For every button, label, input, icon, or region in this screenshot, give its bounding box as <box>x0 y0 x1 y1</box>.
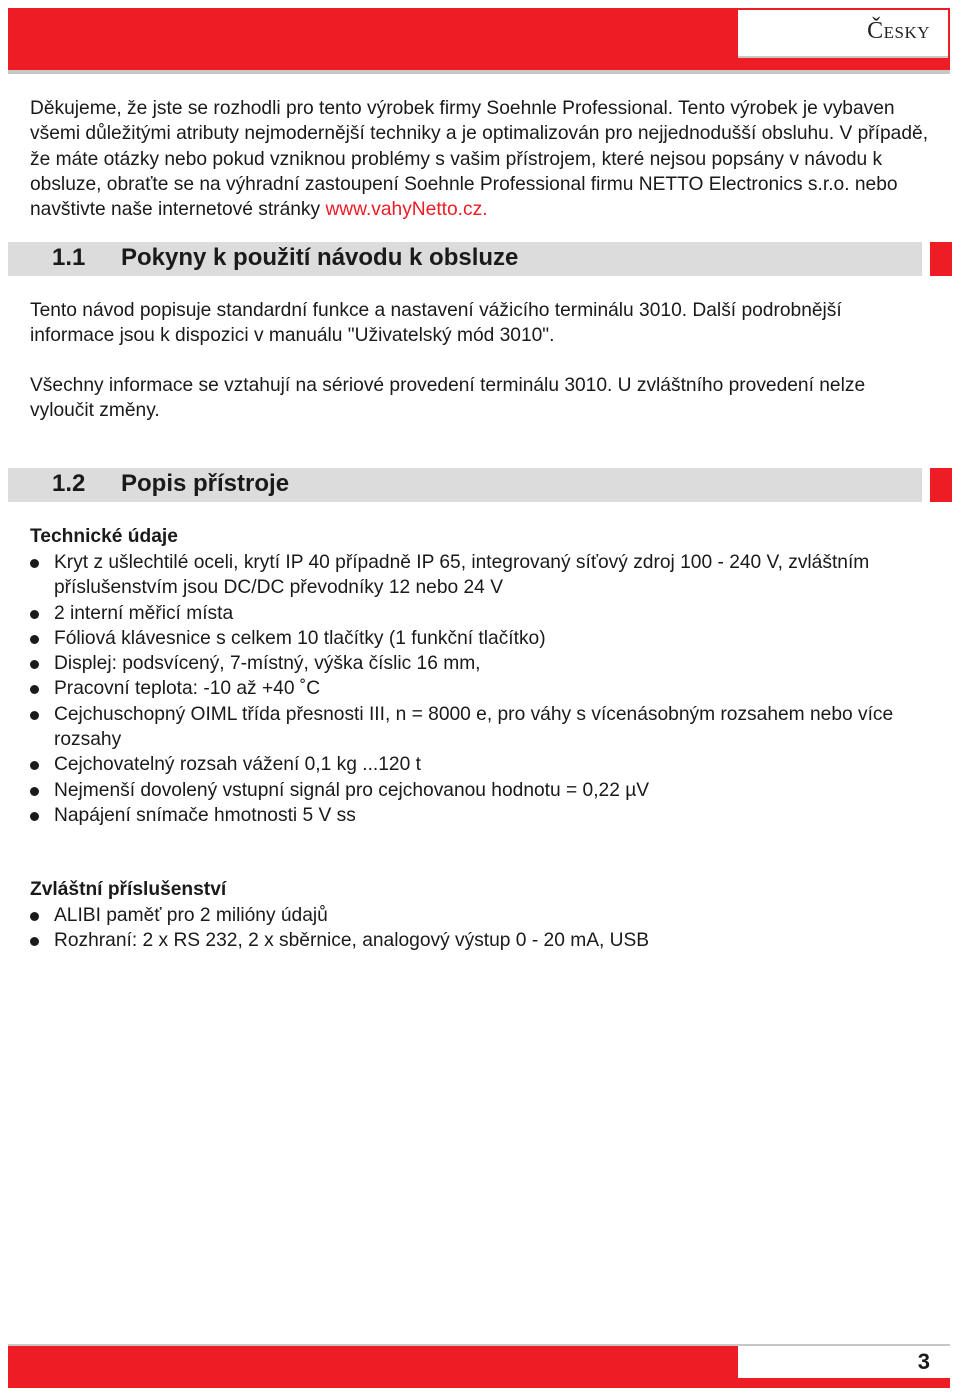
accessories-heading: Zvláštní příslušenství <box>30 879 227 900</box>
page-number-box <box>738 1346 950 1378</box>
list-item: ALIBI paměť pro 2 milióny údajů <box>30 903 930 928</box>
section-1-1-paragraph-2: Všechny informace se vztahují na sériové provedení terminálu 3010. U zvláštního provedení nelze vyloučit změny. <box>30 375 866 422</box>
bullet-icon <box>30 685 39 694</box>
section-accent <box>930 242 952 276</box>
bullet-icon <box>30 635 39 644</box>
section-title: Pokyny k použití návodu k obsluze <box>121 244 519 271</box>
list-item: 2 interní měřicí místa <box>30 601 930 626</box>
section-title: Popis přístroje <box>121 470 290 497</box>
tech-data-heading: Technické údaje <box>30 526 178 547</box>
intro-paragraph <box>30 96 935 222</box>
website-link[interactable]: www.vahyNetto.cz. <box>325 199 488 221</box>
list-item: Rozhraní: 2 x RS 232, 2 x sběrnice, analogový výstup 0 - 20 mA, USB <box>30 928 930 953</box>
section-number: 1.2 <box>52 470 86 497</box>
bullet-icon <box>30 787 39 796</box>
list-item: Napájení snímače hmotnosti 5 V ss <box>30 803 930 828</box>
header-underline <box>8 70 950 74</box>
section-header-1-1 <box>8 242 922 276</box>
tech-data-list <box>30 550 930 828</box>
list-item: Cejchuschopný OIML třída přesnosti III, n = 8000 e, pro váhy s vícenásobným rozsahem nebo více rozsahy <box>30 702 930 753</box>
bullet-icon <box>30 812 39 821</box>
page-number: 3 <box>917 1349 930 1374</box>
bullet-icon <box>30 912 39 921</box>
section-number: 1.1 <box>52 244 86 271</box>
bullet-icon <box>30 610 39 619</box>
intro-text: Děkujeme, že jste se rozhodli pro tento výrobek firmy Soehnle Professional. Tento výrobek je vybaven všemi důležitými atributy nejmodernější techniky a je optimalizován pro nejjednodušší obsluhu. V případě, že máte otázky nebo pokud vzniknou problémy s vašim přístrojem, které nejsou popsány v návodu k obsluze, obraťte se na výhradní zastoupení Soehnle Professional firmu NETTO Electronics s.r.o. nebo navštivte naše internetové stránky <box>30 98 929 221</box>
list-item: Fóliová klávesnice s celkem 10 tlačítky (1 funkční tlačítko) <box>30 626 930 651</box>
section-header-1-2 <box>8 468 922 502</box>
bullet-icon <box>30 660 39 669</box>
section-accent <box>930 468 952 502</box>
accessories-list <box>30 903 930 954</box>
list-item: Cejchovatelný rozsah vážení 0,1 kg ...120 t <box>30 752 930 777</box>
list-item: Kryt z ušlechtilé oceli, krytí IP 40 případně IP 65, integrovaný síťový zdroj 100 - 240 V, zvláštním příslušenstvím jsou DC/DC převodníky 12 nebo 24 V <box>30 550 930 601</box>
list-item: Pracovní teplota: -10 až +40 ˚C <box>30 676 930 701</box>
bullet-icon <box>30 559 39 568</box>
bullet-icon <box>30 937 39 946</box>
list-item: Nejmenší dovolený vstupní signál pro cejchovanou hodnotu = 0,22 µV <box>30 778 930 803</box>
bullet-icon <box>30 761 39 770</box>
section-1-1-paragraph-1: Tento návod popisuje standardní funkce a nastavení vážicího terminálu 3010. Další podrobnější informace jsou k dispozici v manuálu "Uživatelský mód 3010". <box>30 300 842 347</box>
language-tab <box>738 10 948 58</box>
bullet-icon <box>30 711 39 720</box>
list-item: Displej: podsvícený, 7-místný, výška číslic 16 mm, <box>30 651 930 676</box>
language-label: Česky <box>867 18 930 44</box>
